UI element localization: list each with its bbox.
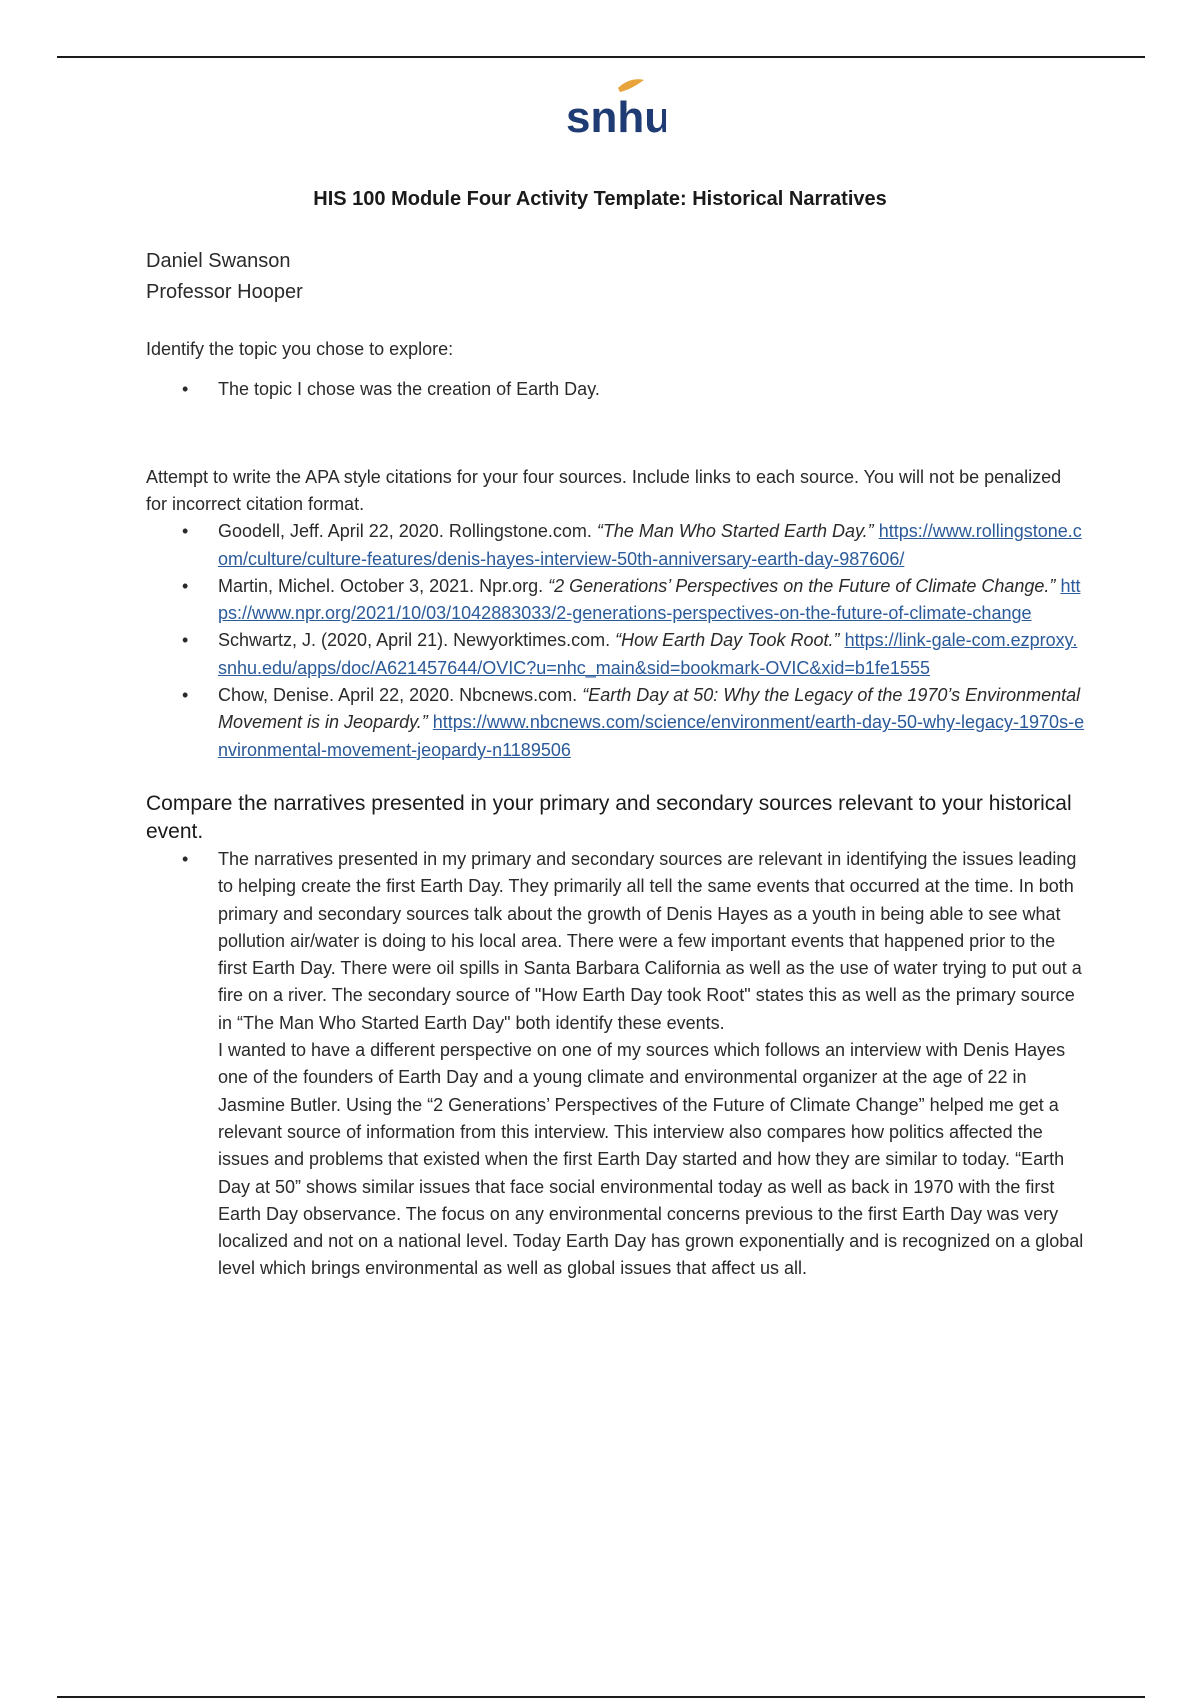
topic-prompt: Identify the topic you chose to explore: xyxy=(146,339,454,359)
citation-text: Martin, Michel. October 3, 2021. Npr.org. xyxy=(218,575,549,596)
citations-prompt: Attempt to write the APA style citations for your four sources. Include links to each source. You will not be penalized for incorrect citation format. xyxy=(146,467,1062,515)
compare-paragraph: I wanted to have a different perspective on one of my sources which follows an interview with Denis Hayes one of the founders of Earth Day and a young climate and environmental organizer at the age of 22 in Jasmine Butler. Using the “2 Generations’ Perspectives of the Future of Climate Change” helped me get a relevant source of information from this interview. This interview also compares how politics affected the issues and problems that existed when the first Earth Day started and how they are similar to today. “Earth Day at 50” shows similar issues that face social environmental today as well as back in 1970 with the first Earth Day observance. The focus on any environmental concerns previous to the first Earth Day was very localized and not on a national level. Today Earth Day has grown exponentially and is recognized on a global level which brings environmental as well as global issues that affect us all. xyxy=(218,1040,1084,1279)
logo-text: snhu xyxy=(566,93,666,142)
author-block xyxy=(146,246,1086,308)
citation-title: “The Man Who Started Earth Day.” xyxy=(596,521,874,542)
document-body xyxy=(146,246,1086,1283)
citation-text: Schwartz, J. (2020, April 21). Newyorktimes.com. xyxy=(218,630,616,651)
compare-answer xyxy=(146,846,1086,1283)
document-title: HIS 100 Module Four Activity Template: Historical Narratives xyxy=(313,188,887,210)
citation-text: Goodell, Jeff. April 22, 2020. Rollingstone.com. xyxy=(218,521,597,542)
compare-list xyxy=(146,846,1086,1283)
citations-list xyxy=(146,518,1086,764)
professor-name: Professor Hooper xyxy=(146,281,303,303)
topic-list xyxy=(146,376,1086,403)
citation-item xyxy=(146,682,1086,764)
citation-item xyxy=(146,573,1086,628)
citation-item xyxy=(146,627,1086,682)
citation-title: “Earth Day at 50: Why the Legacy of the 1970’s Environmental Movement is in Jeopardy.” xyxy=(218,685,1081,733)
header-rule xyxy=(57,56,1145,58)
student-name: Daniel Swanson xyxy=(146,250,291,272)
snhu-logo xyxy=(566,74,666,144)
citation-link[interactable]: https://www.npr.org/2021/10/03/1042883033/2-generations-perspectives-on-the-future-of-climate-change xyxy=(218,575,1081,624)
citation-link[interactable]: https://link-gale-com.ezproxy.snhu.edu/apps/doc/A621457644/OVIC?u=nhc_main&sid=bookmark-OVIC&xid=b1fe1555 xyxy=(218,630,1078,678)
citation-item xyxy=(146,518,1086,573)
citation-title: “2 Generations’ Perspectives on the Future of Climate Change.” xyxy=(548,575,1056,596)
citation-link[interactable]: https://www.nbcnews.com/science/environment/earth-day-50-why-legacy-1970s-environmental-movement-jeopardy-n1189506 xyxy=(218,712,1085,760)
list-item: • The topic I chose was the creation of Earth Day. xyxy=(146,376,1086,403)
citation-text: Chow, Denise. April 22, 2020. Nbcnews.com. xyxy=(218,685,583,706)
footer-rule xyxy=(57,1696,1145,1698)
compare-prompt: Compare the narratives presented in your primary and secondary sources relevant to your historical event. xyxy=(146,791,1072,843)
compare-paragraph: • The narratives presented in my primary and secondary sources are relevant in identifying the issues leading to helping create the first Earth Day. They primarily all tell the same events that occurred at the time. In both primary and secondary sources talk about the growth of Denis Hayes as a youth in being able to see what pollution air/water is doing to his local area. There were a few important events that happened prior to the first Earth Day. There were oil spills in Santa Barbara California as well as the use of water trying to put out a fire on a river. The secondary source of "How Earth Day took Root" states this as well as the primary source in “The Man Who Started Earth Day" both identify these events. xyxy=(218,848,1082,1033)
citation-link[interactable]: https://www.rollingstone.com/culture/culture-features/denis-hayes-interview-50th-anniversary-earth-day-987606/ xyxy=(218,521,1082,569)
citation-title: “How Earth Day Took Root.” xyxy=(615,630,840,651)
